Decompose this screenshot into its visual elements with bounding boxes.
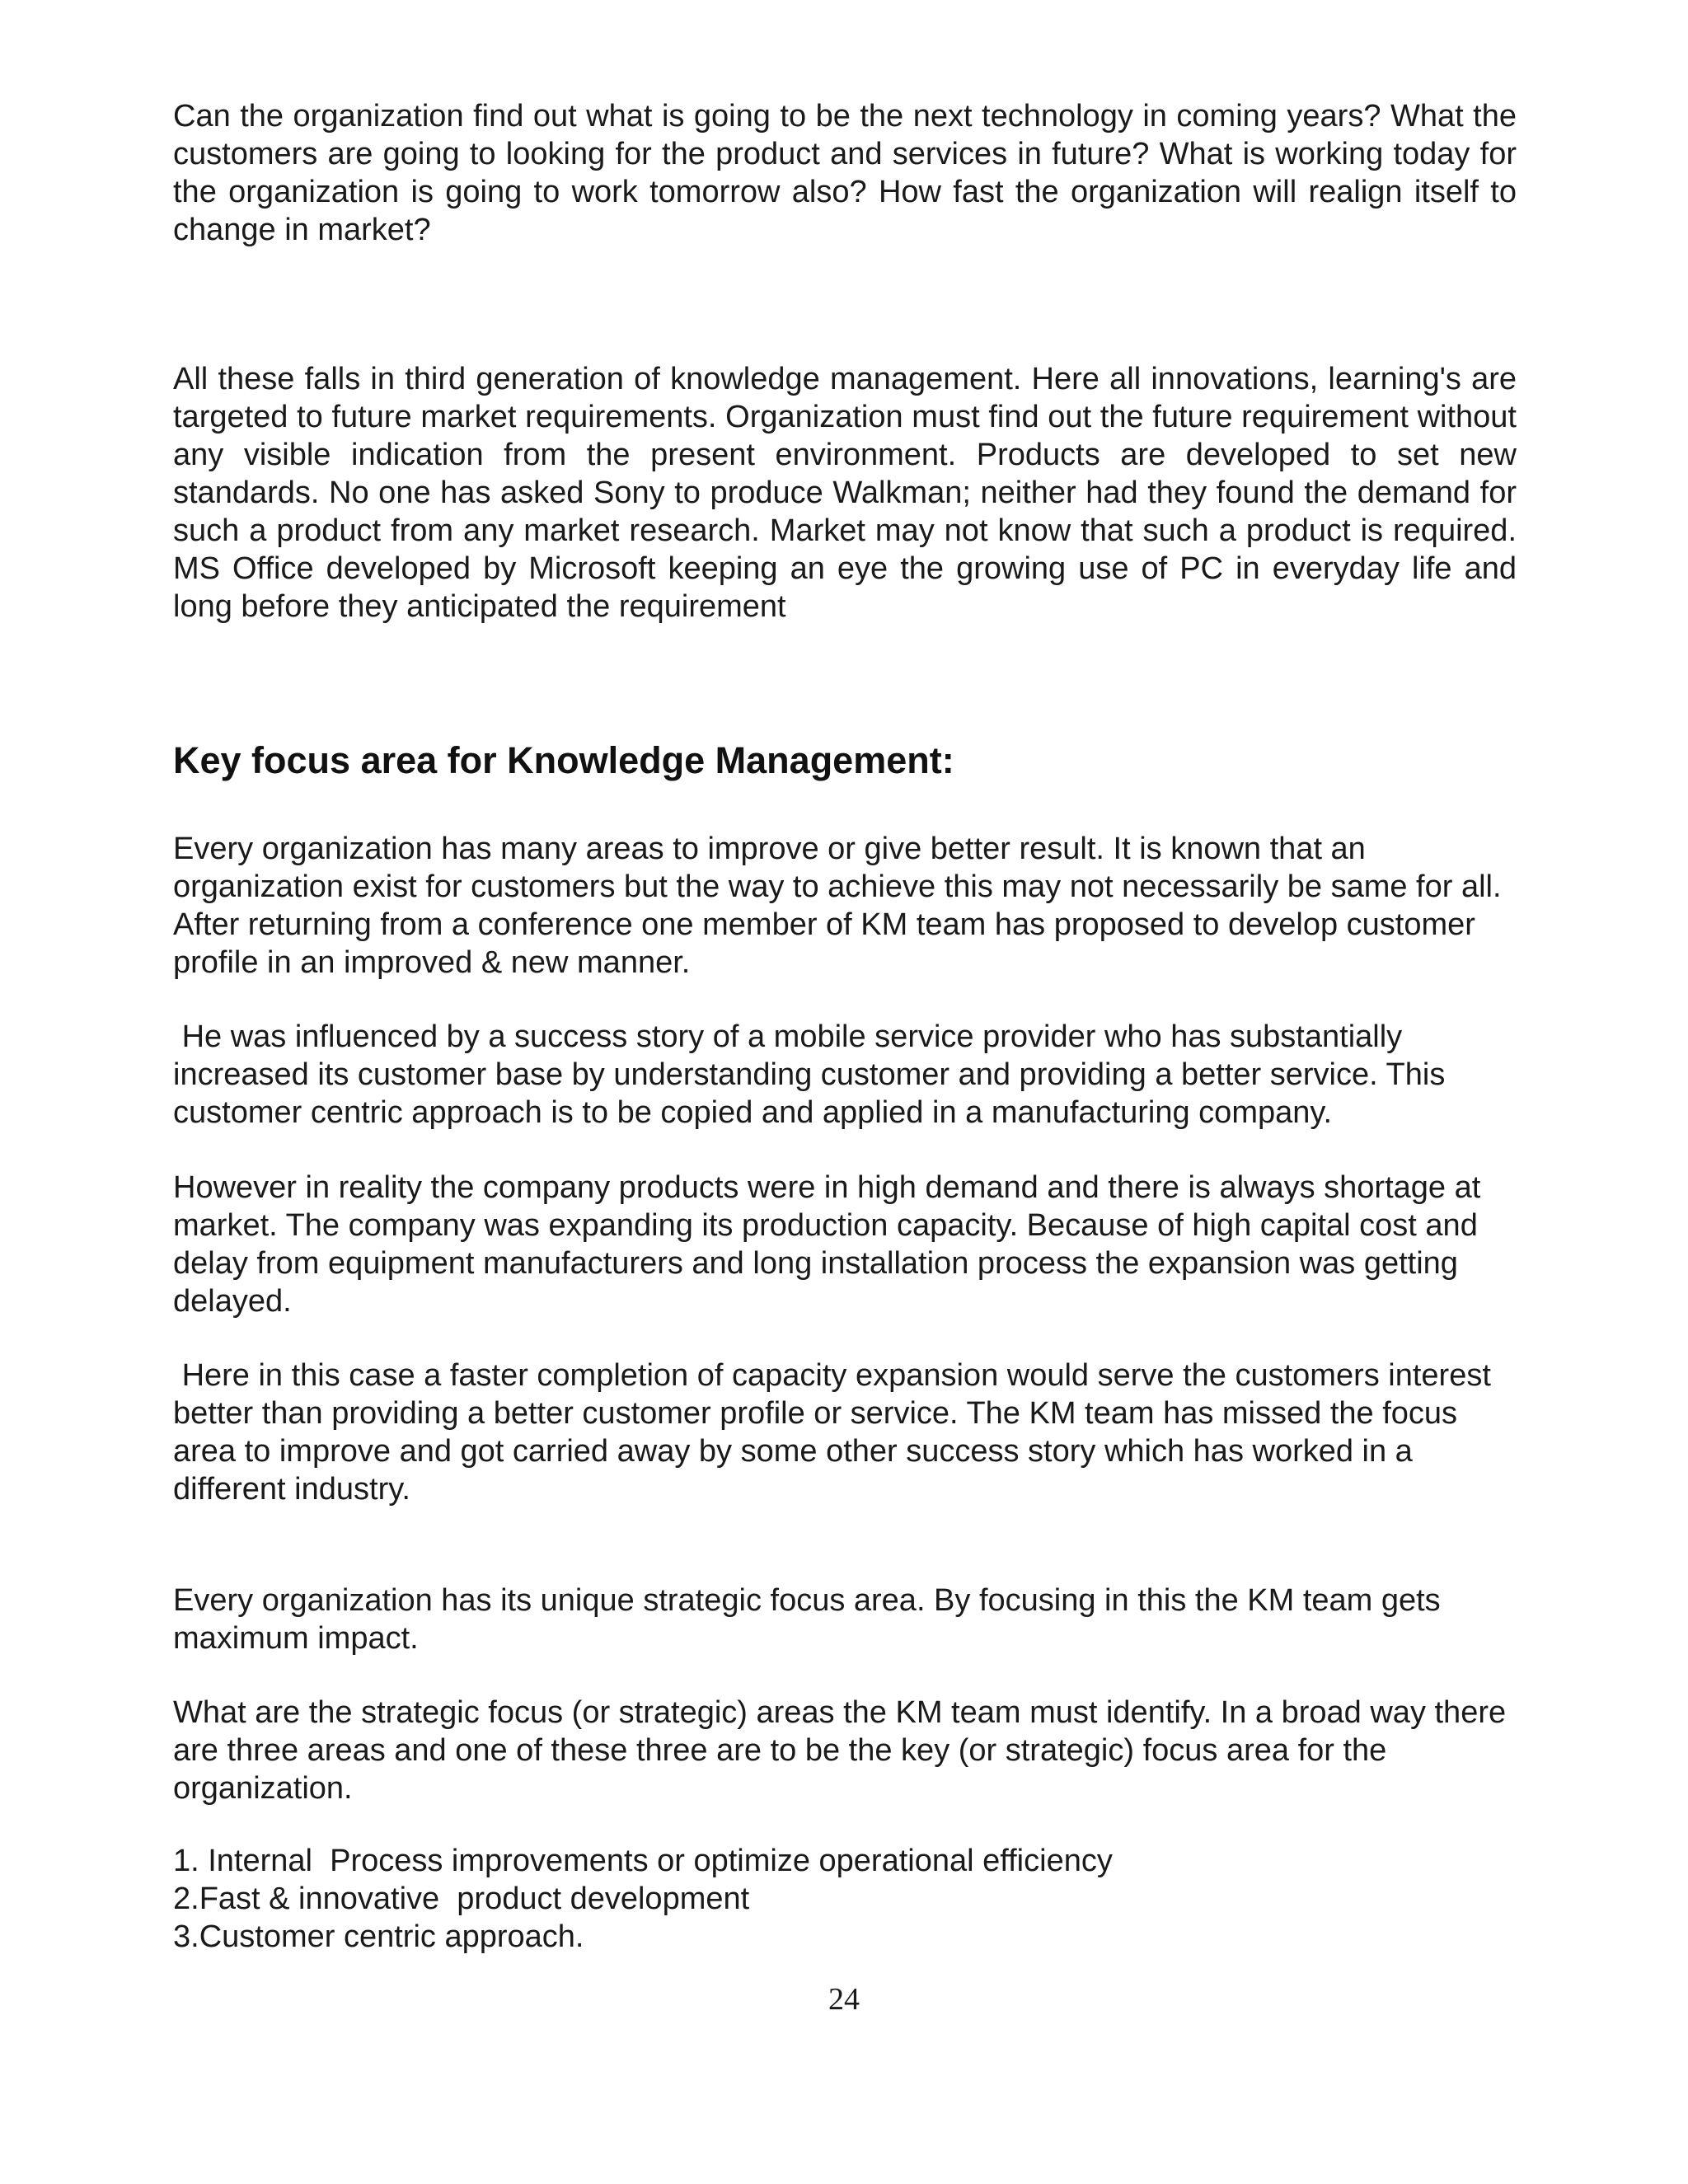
list-item: 3.Customer centric approach. [173,1919,584,1954]
section-paragraph-3: However in reality the company products were in high demand and there is always shortage at market. The company was expanding its production capacity. Because of high capital cost and delay from equipment manufacturers and long installation process the expansion was getting delayed. [173,1170,1481,1319]
section-paragraph-5: Every organization has its unique strategic focus area. By focusing in this the KM team gets maximum impact. [173,1583,1441,1656]
section-heading: Key focus area for Knowledge Management: [173,739,954,781]
focus-area-list [173,1842,1113,1956]
section-paragraph-6: What are the strategic focus (or strategic) areas the KM team must identify. In a broad way there are three areas and one of these three are to be the key (or strategic) focus area for the organization. [173,1695,1507,1806]
list-item: 2.Fast & innovative product development [173,1882,750,1916]
intro-paragraph-third-generation: All these falls in third generation of knowledge management. Here all innovations, learning's are targeted to future market requirements. Organization must find out the future requirement without any visible indication from the present environment. Products are developed to set new standards. No one has asked Sony to produce Walkman; neither had they found the demand for such a product from any market research. Market may not know that such a product is required. MS Office developed by Microsoft keeping an eye the growing use of PC in everyday life and long before they anticipated the requirement [173,362,1517,624]
section-paragraph-4: Here in this case a faster completion of capacity expansion would serve the customers interest better than providing a better customer profile or service. The KM team has missed the focus area to improve and got carried away by some other success story which has worked in a different industry. [173,1358,1500,1507]
section-paragraph-2: He was influenced by a success story of a mobile service provider who has substantially increased its customer base by understanding customer and providing a better service. This customer centric approach is to be copied and applied in a manufacturing company. [173,1019,1454,1130]
list-item: 1. Internal Process improvements or optimize operational efficiency [173,1844,1113,1878]
page-number: 24 [828,1982,860,2017]
section-paragraph-1: Every organization has many areas to improve or give better result. It is known that an organization exist for customers but the way to achieve this may not necessarily be same for all. After returning from a conference one member of KM team has proposed to develop customer profile in an improved & new manner. [173,832,1502,980]
intro-paragraph-questions: Can the organization find out what is going to be the next technology in coming years? What the customers are going to looking for the product and services in future? What is working today for the organization is going to work tomorrow also? How fast the organization will realign itself to change in market? [173,99,1517,247]
